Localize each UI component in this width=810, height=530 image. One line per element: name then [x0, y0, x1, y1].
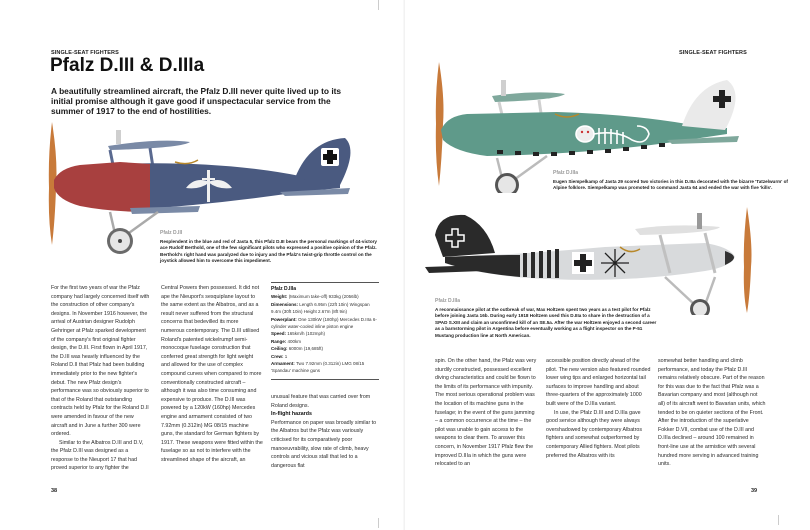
caption-pfalz-d3 — [160, 230, 385, 265]
caption-body: A reconnaissance pilot at the outbreak of war, Max Holtzem spent two years as a test pilot for Pfalz before joining Jasta 16b. During early 1918 Holtzem used this D.IIIa to share in the destruction of a SPAD S.XIII and claim an unconfirmed kill of an SE.5a. After the war Holtzem enjoyed a second career as a barnstorming pilot in Argentina before eventually working as a flight inspector on the P-51 Mustang production line at North American. — [435, 306, 657, 338]
paragraph: Central Powers then possessed. It did not ape the Nieuport's sesquiplane layout to the same extent as the Albatros, and as a result never suffered from the structural concerns that bedevilled its more numerous contemporary. The D.III utilised Roland's patented wickelrumpf semi-monocoque fuselage construction that conferred great strength for light weight and allowed for the use of complex compound curves when compared to more conventionally constructed aircraft – although it was also time consuming and expensive to produce. The D.III was powered by a 120kW (160hp) Mercedes engine and armament consisted of two 7.92mm (0.312in) MG 08/15 machine guns, the standard for German fighters by 1917. These weapons were fitted within the fuselage so as not to interfere with the streamlined shape of the aircraft, an — [161, 285, 263, 463]
propeller-icon — [744, 207, 752, 313]
page-title: Pfalz D.III & D.IIIa — [50, 55, 205, 76]
paragraph: Similar to the Albatros D.III and D.V, the Pfalz D.III was designed as a response to the Nieuport 17 that had proved superior to any fighter the — [51, 439, 144, 472]
body-column-6 — [658, 357, 766, 469]
caption-pfalz-d3a-green — [553, 170, 803, 192]
spec-title: Pfalz D.IIIa — [271, 286, 297, 292]
crop-mark — [378, 0, 379, 10]
caption-pfalz-d3a-silver — [435, 298, 660, 339]
paragraph: unusual feature that was carried over from Roland designs. — [271, 394, 371, 409]
page-number: 39 — [751, 488, 758, 494]
paragraph: spin. On the other hand, the Pfalz was very sturdily constructed, possessed excellent diving characteristics and could be flown to the limits of its performance with impunity. The most serious operational problem was the location of its machine guns in the fuselage; in the event of the guns jamming – a common occurrence at the time – the pilot was unable to gain access to the weapons to clear them. To answer this concern, in November 1917 Pfalz flew the improved D.IIIa in which the guns were relocated to an — [435, 358, 537, 468]
spec-row-crew: Crew: 1 — [271, 353, 288, 359]
spec-row-range: Range: 400km — [271, 338, 302, 344]
running-head: SINGLE-SEAT FIGHTERS — [51, 50, 119, 56]
body-column-4 — [435, 357, 538, 469]
propeller-icon — [436, 62, 444, 186]
body-column-5 — [546, 357, 651, 460]
paragraph: somewhat better handling and climb performance, and today the Pfalz D.III remains relatively obscure. Part of the reason for this was due to the fact that Pfalz was a Bavarian company and most (although not all) of its aircraft went to Bavarian units, which tended to be on quieter sections of the Front. After the introduction of the superlative Fokker D.VII, combat use of the D.III and D.IIIa declined – around 100 remained in front-line use at the armistice with several hundred more serving in advanced training units. — [658, 358, 766, 468]
paragraph: accessible position directly ahead of the pilot. The new version also featured rounded lower wing tips and enlarged horizontal tail surfaces to improve handling and about three-quarters of the approximately 1000 built were of the D.IIIa variant. — [546, 358, 651, 407]
spec-box — [271, 282, 379, 380]
caption-title: Pfalz D.III — [160, 230, 183, 236]
crop-mark — [778, 515, 779, 525]
body-column-3 — [271, 393, 379, 470]
paragraph: In use, the Pfalz D.III and D.IIIa gave good service although they were always overshadowed by contemporary Albatros fighters and somewhat outperformed by contemporary Allied fighters. Most pilots preferred the Albatros with its — [546, 409, 642, 459]
spec-row-dimensions: Dimensions: Length 6.95m (22ft 10in) Wingspan 9.4m (30ft 10in) Height 2.67m (8ft 9in) — [271, 301, 370, 315]
caption-title: Pfalz D.IIIa — [435, 298, 461, 304]
caption-body: Resplendent in the blue and red of Jasta 5, this Pfalz D.III bears the personal markings of 44-victory ace Rudolf Berthold, one of the few significant pilots who expressed a positive opinion of the Pfalz. Berthold's right hand was paralyzed due to injury and the Pfalz's twist-grip throttle control on the joystick allowed him to overcome this impediment. — [160, 238, 377, 263]
spec-row-speed: Speed: 165km/h (102mph) — [271, 331, 326, 337]
right-page — [405, 0, 810, 530]
standfirst: A beautifully streamlined aircraft, the Pfalz D.III never quite lived up to its initial promise although it gave good if unspectacular service from the summer of 1917 to the end of hostilities. — [51, 86, 342, 116]
spec-row-weight: Weight: (Maximum take-off) 933kg (2056lb) — [271, 294, 359, 300]
caption-title: Pfalz D.IIIa — [553, 170, 579, 176]
spec-row-armament: Armament: Two 7.92mm (0.312in) LMG 08/15 'Spandau' machine guns — [271, 361, 365, 374]
paragraph: Performance on paper was broadly similar to the Albatros but the Pfalz was variously criticised for its comparatively poor manoeuvrability, slow rate of climb, heavy controls and vicious stall that led to a dangerous flat — [271, 419, 377, 469]
spec-row-powerplant: Powerplant: One 130kW (180hp) Mercedes D.IIIa 6-cylinder water-cooled inline piston engine — [271, 316, 377, 330]
running-head: SINGLE-SEAT FIGHTERS — [679, 50, 747, 56]
body-column-1 — [51, 284, 151, 473]
paragraph: For the first two years of war the Pfalz company had largely concerned itself with the construction of other company's designs. In November 1916 however, the arrival of Austrian designer Rudolph Gehringer at Pfalz sparked development of the company's first original fighter design, the D.III. First flown in April 1917, the D.III was heavily influenced by the Roland D.II that Pfalz had been building immediately prior to the new fighter's debut. The new Pfalz design's performance was so obviously superior to that of the Roland that outstanding contracts held by Pfalz for the Roland D.II were amended in favour of the new aircraft and in June a further 300 were ordered. — [51, 285, 150, 438]
spec-row-ceiling: Ceiling: 6000m (19,685ft) — [271, 346, 324, 352]
caption-body: Eugen Siempelkamp of Jasta 29 scored two victories in this D.IIIa decorated with the bizarre 'Tatzelwurm' of Alpine folklore. Siempelkamp was promoted to command Jasta 64 and ended the war with five 'kills'. — [553, 178, 788, 190]
subhead-in-flight-hazards: In-flight hazards — [271, 411, 312, 418]
crop-mark — [378, 518, 379, 528]
page-number: 38 — [51, 488, 58, 494]
body-column-2 — [161, 284, 263, 464]
